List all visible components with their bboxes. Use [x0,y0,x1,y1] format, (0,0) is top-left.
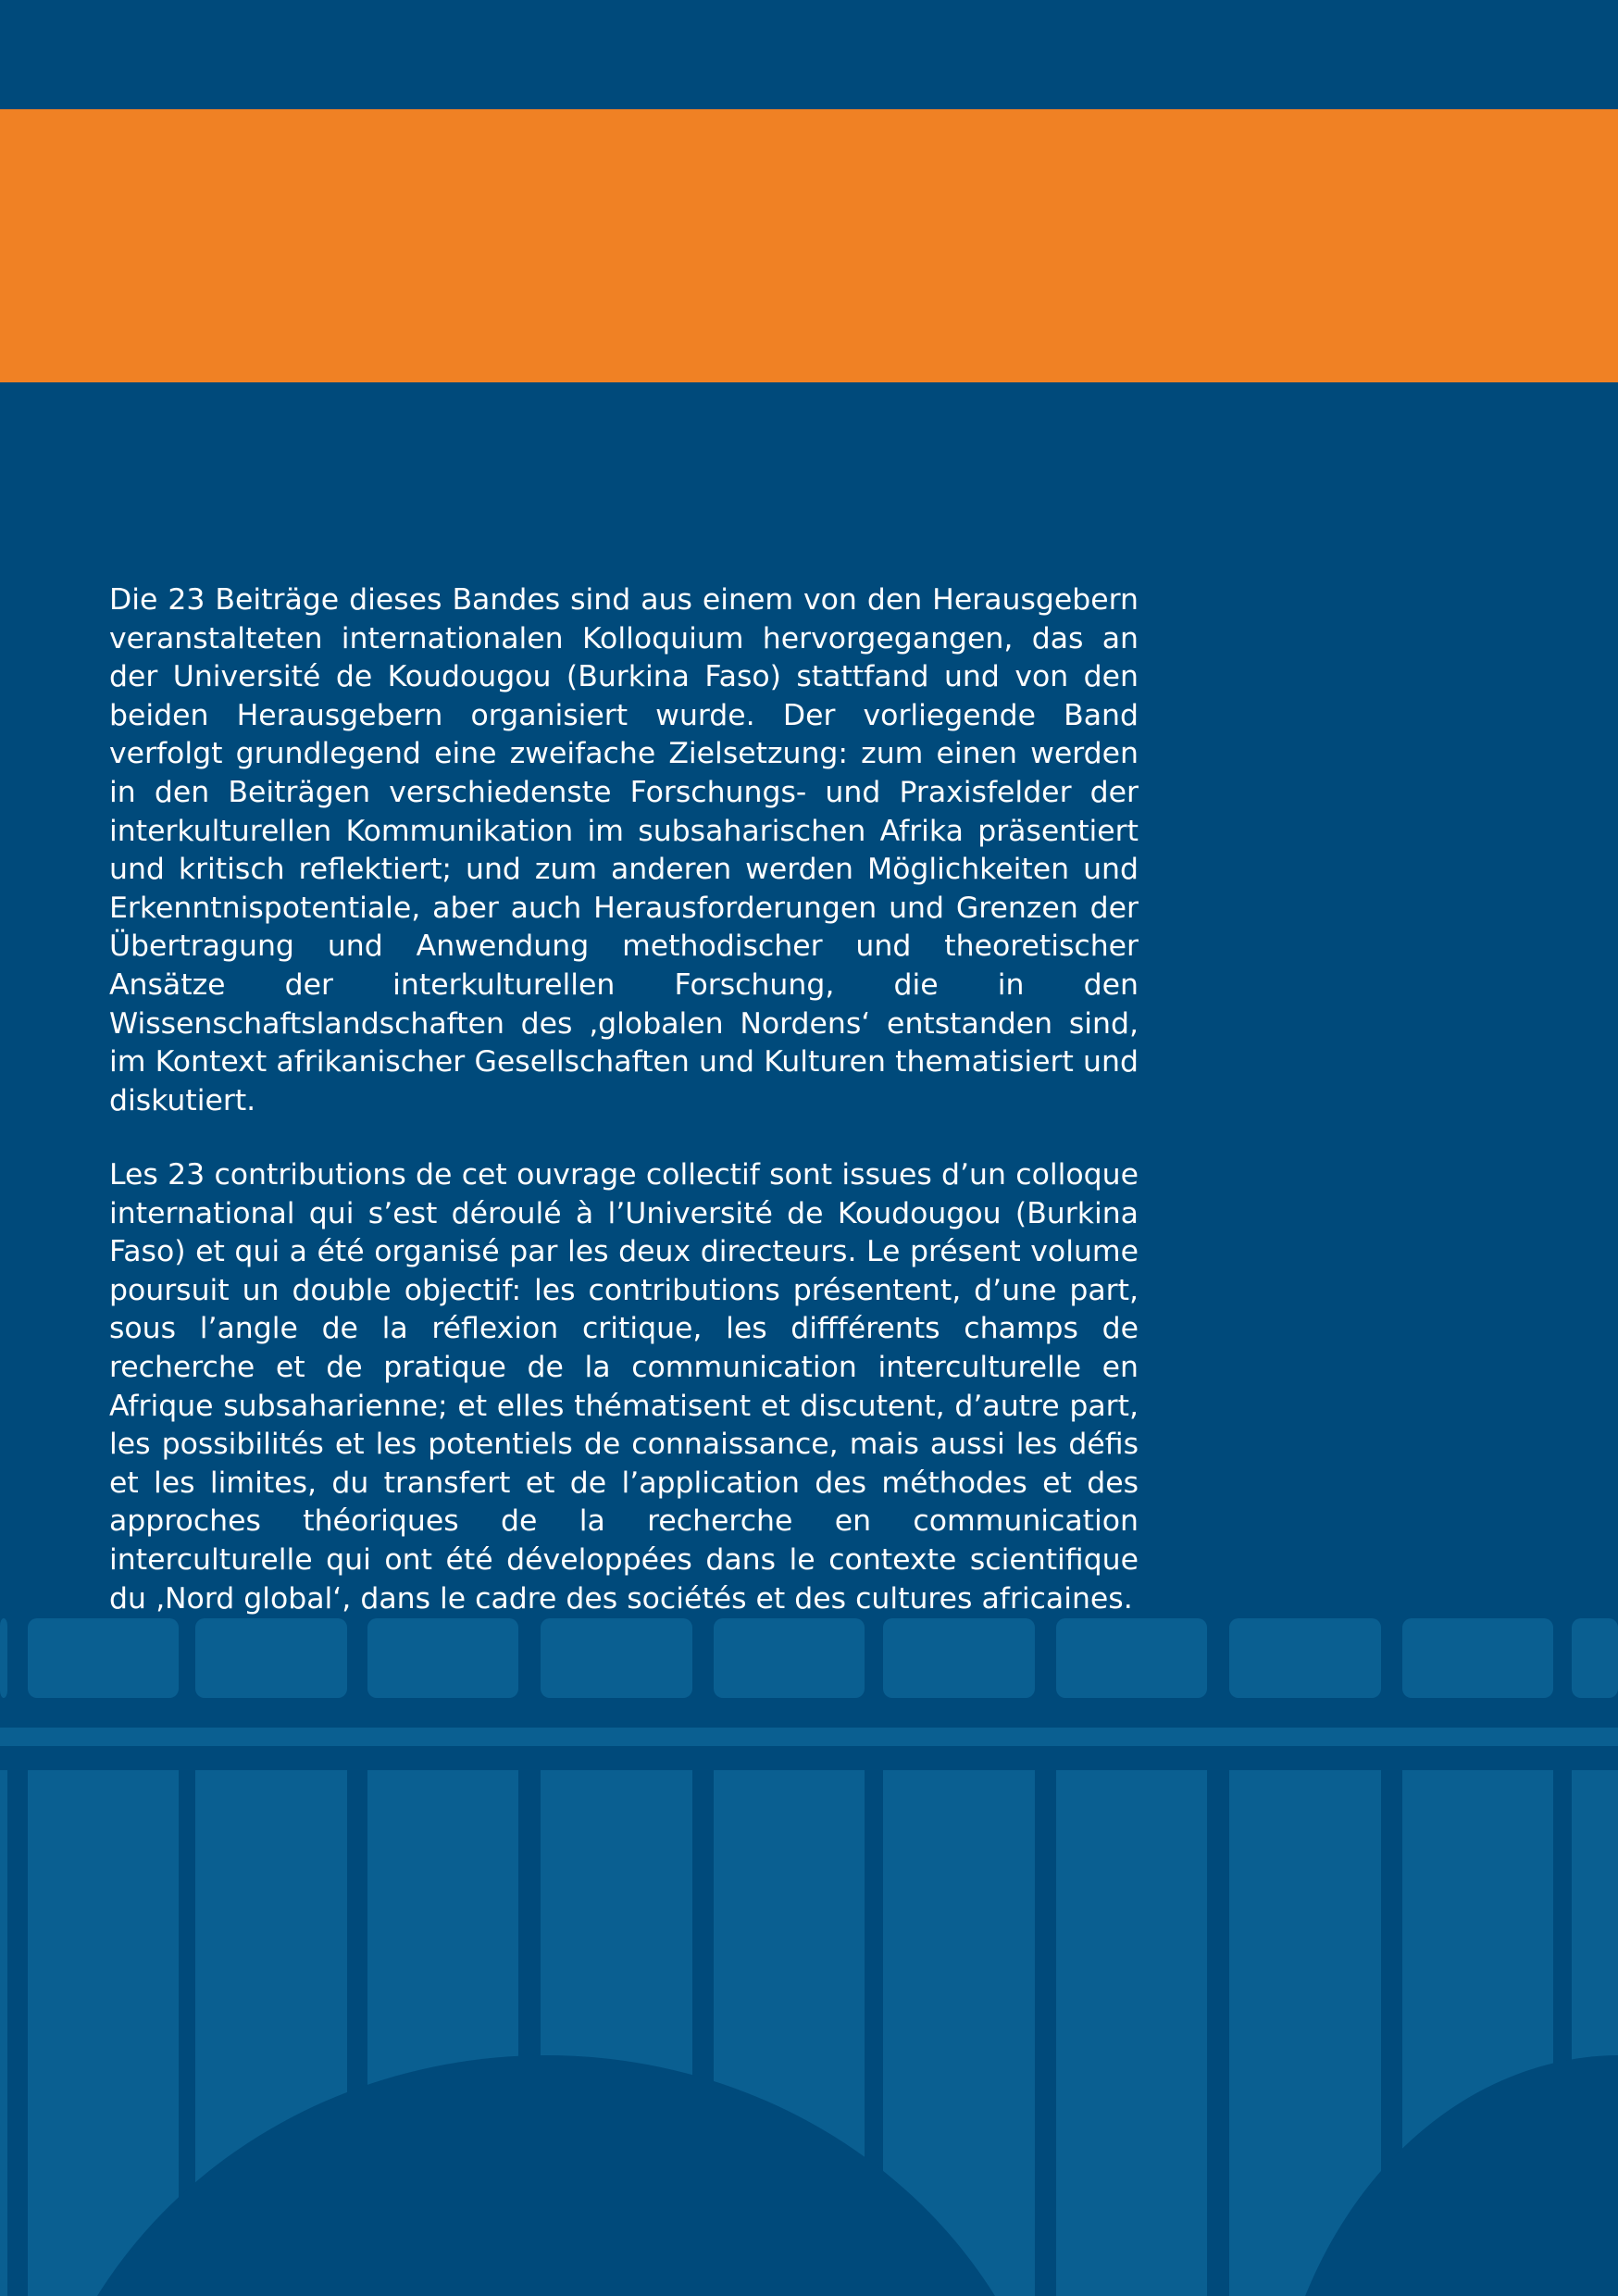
french-paragraph: Les 23 contributions de cet ouvrage collectif sont issues d’un colloque international qui s’est déroulé à l’Université de Koudougou (Burkina Faso) et qui a été organisé par les deux directeurs. Le présent volume poursuit un double objectif: les contributions présentent, d’une part, sous l’angle de la réflexion critique, les diffférents champs de recherche et de pratique de la communication interculturelle en Afrique subsaharienne; et elles thématisent et discutent, d’autre part, les possibilités et les potentiels de connaissance, mais aussi les défis et les limites, du transfert et de l’application des méthodes et des approches théoriques de la recherche en communication interculturelle qui ont été développées dans le contexte scientifique du ‚Nord global‘, dans le cadre des sociétés et des cultures africaines. [109,1158,1139,1616]
french-blurb [109,1156,1139,1618]
german-blurb [109,581,1139,1120]
german-paragraph: Die 23 Beiträge dieses Bandes sind aus einem von den Herausgebern veranstalteten internationalen Kolloquium hervorgegangen, das an der Université de Koudougou (Burkina Faso) stattfand und von den beiden Herausgebern organisiert wurde. Der vorliegende Band verfolgt grundlegend eine zweifache Zielsetzung: zum einen werden in den Beiträgen verschiedenste Forschungs- und Praxisfelder der interkulturellen Kommunikation im subsaharischen Afrika präsentiert und kritisch reflektiert; und zum anderen werden Möglichkeiten und Erkenntnispotentiale, aber auch Herausforderungen und Grenzen der Übertragung und Anwendung methodischer und theoretischer Ansätze der interkulturellen Forschung, die in den Wissenschaftslandschaften des ‚globalen Nordens‘ entstanden sind, im Kontext afrikanischer Gesellschaften und Kulturen thematisiert und diskutiert. [109,583,1139,1117]
